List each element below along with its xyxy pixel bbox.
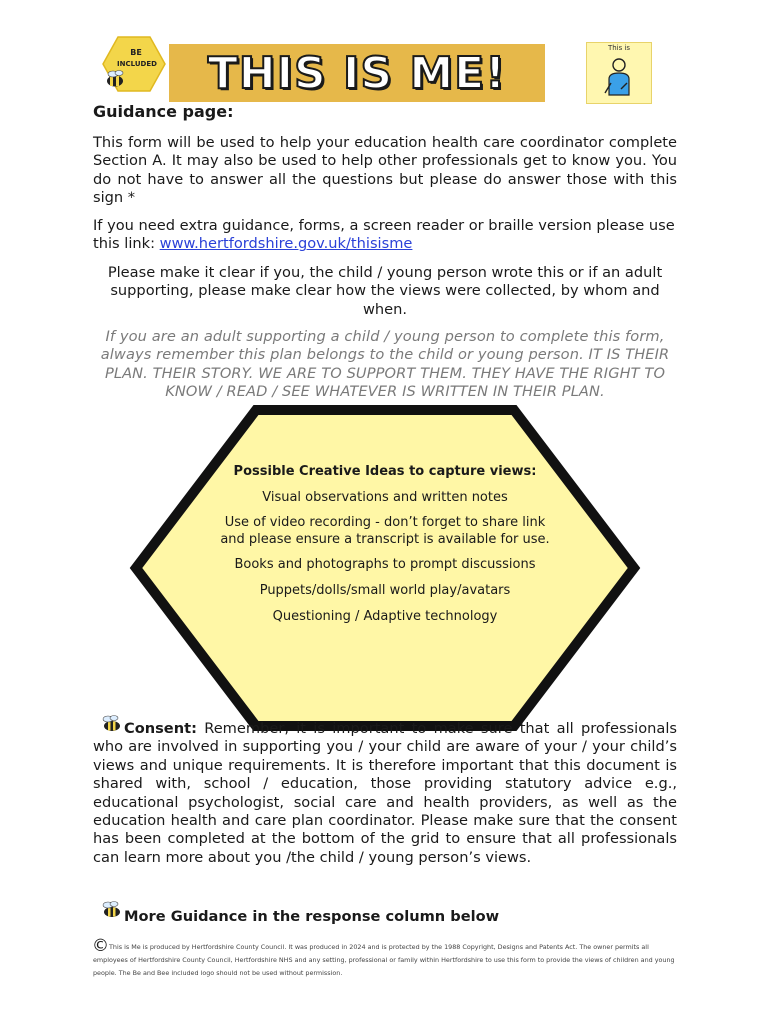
copyright-icon: ©: [92, 936, 109, 956]
symbol-label: This is: [607, 44, 631, 52]
this-is-symbol-card: [586, 42, 652, 104]
extra-guidance-paragraph: [93, 217, 677, 254]
bee-icon: [107, 71, 123, 87]
creative-idea-item: Questioning / Adaptive technology: [272, 608, 498, 624]
creative-ideas-title: Possible Creative Ideas to capture views:: [233, 464, 537, 479]
consent-text: Remember, it is important to make sure that all professionals who are involved in supporting you / your child are aware of your / your child’s views and unique requirements. It is therefore important that this document is shared with, school / education, those providing statutory advice e.g., educational psychologist, social care and health providers, as well as the education health and care plan coordinator. Please make sure that the consent has been completed at the bottom of the grid to ensure that all professionals can learn more about you /the child / young person’s views.: [93, 720, 677, 866]
logo-line1: BE: [130, 48, 142, 57]
banner-title: THIS IS ME!: [207, 47, 507, 99]
creative-ideas-list: [218, 464, 552, 672]
creative-idea-item: Visual observations and written notes: [262, 489, 508, 505]
adult-support-note: If you are an adult supporting a child / young person to complete this form, always remember this plan belongs to the child or young person. IT IS THEIR PLAN. THEIR STORY. WE ARE TO SUPPORT THEM. THEY HAVE THE RIGHT TO KNOW / READ / SEE WHATEVER IS WRITTEN IN THEIR PLAN.: [100, 328, 670, 401]
be-included-logo: [100, 35, 166, 93]
clear-note: Please make it clear if you, the child / young person wrote this or if an adult supporting, please make clear how the views were collected, by whom and when.: [107, 264, 663, 318]
page-title: Guidance page:: [93, 102, 234, 121]
more-guidance-heading: More Guidance in the response column below: [124, 908, 500, 925]
logo-line2: INCLUDED: [117, 60, 157, 68]
consent-label: Consent:: [124, 720, 197, 737]
hertfordshire-link[interactable]: www.hertfordshire.gov.uk/thisisme: [159, 235, 413, 253]
creative-idea-item: Books and photographs to prompt discussions: [234, 557, 536, 573]
title-banner: [169, 44, 545, 102]
creative-idea-item: Use of video recording - don’t forget to share link and please ensure a transcript is available for use.: [220, 515, 550, 547]
extra-guidance-text: If you need extra guidance, forms, a screen reader or braille version please use this link:: [93, 217, 675, 253]
bee-icon: [98, 898, 124, 920]
consent-paragraph: [93, 720, 677, 867]
intro-paragraph: This form will be used to help your education health care coordinator complete Section A. It may also be used to help other professionals get to know you. You do not have to answer all the questions but please do answer those with this sign *: [93, 134, 677, 207]
copyright-notice: This is Me is produced by Hertfordshire County Council. It was produced in 2024 and is protected by the 1988 Copyright, Designs and Patents Act. The owner permits all employees of Hertfordshire County Council, Hertfordshire NHS and any setting, professional or family within Hertfordshire to use this form to provide the views of children and young people. The Be and Bee included logo should not be used without permission.: [93, 943, 675, 977]
creative-idea-item: Puppets/dolls/small world play/avatars: [259, 582, 511, 598]
person-pointing-icon: [587, 43, 651, 103]
